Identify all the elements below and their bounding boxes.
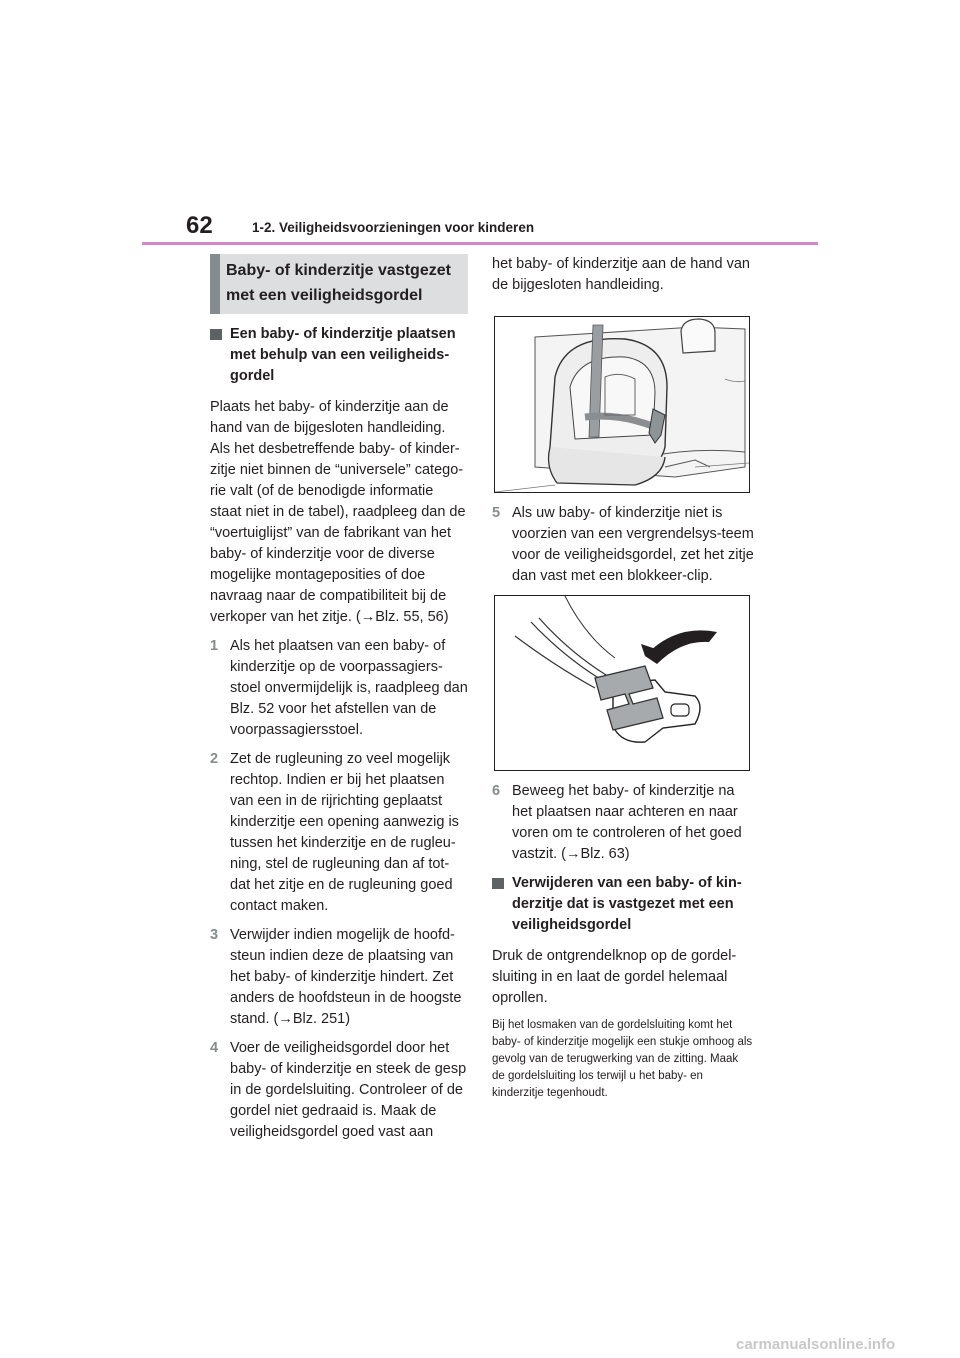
left-column — [210, 254, 468, 1151]
square-bullet-icon — [210, 329, 222, 340]
step-number: 6 — [492, 783, 501, 799]
subheading-remove-text: Verwijderen van een baby- of kin-derzitje dat is vastgezet met een veiligheidsgordel — [512, 875, 742, 933]
intro-paragraph: Plaats het baby- of kinderzitje aan de hand van de bijgesloten handleiding. Als het desbetreffende baby- of kinder-zitje niet binnen de “universele” catego-rie valt (of de benodigde informatie staat niet in de tabel), raadpleeg dan de “voertuiglijst” van de fabrikant van het baby- of kinderzitje voor de diverse mogelijke montageposities of doe navraag naar de compatibiliteit bij de verkoper van het zitje. (→Blz. 55, 56) — [210, 399, 466, 625]
square-bullet-icon — [492, 878, 504, 889]
child-seat-icon — [495, 317, 749, 492]
right-column — [492, 254, 754, 1102]
step-text: Verwijder indien mogelijk de hoofd-steun indien deze de plaatsing van het baby- of kinderzitje hindert. Zet anders de hoofdsteun in de hoogste stand. (→Blz. 251) — [230, 927, 462, 1027]
subheading-install-text: Een baby- of kinderzitje plaatsen met behulp van een veiligheids-gordel — [230, 326, 456, 384]
step-3 — [210, 925, 468, 1030]
step-4 — [210, 1038, 468, 1143]
locking-clip-icon — [495, 596, 749, 770]
step-4-continuation: het baby- of kinderzitje aan de hand van de bijgesloten handleiding. — [492, 256, 750, 293]
note-paragraph: Bij het losmaken van de gordelsluiting komt het baby- of kinderzitje mogelijk een stukje omhoog als gevolg van de terugwerking van de zitting. Maak de gordelsluiting los terwijl u het baby- en kinderzitje tegenhoudt. — [492, 1019, 753, 1099]
step-text: Voer de veiligheidsgordel door het baby- of kinderzitje en steek de gesp in de gordelsluiting. Controleer of de gordel niet gedraaid is. Maak de veiligheidsgordel goed vast aan — [230, 1040, 467, 1140]
locking-clip-illustration — [494, 595, 750, 771]
subheading-install — [210, 324, 468, 387]
step-text: Zet de rugleuning zo veel mogelijk rechtop. Indien er bij het plaatsen van een in de rijrichting geplaatst kinderzitje een opening aanwezig is tussen het kinderzitje en de rugleu-ning, stel de rugleuning dan af tot-dat het zitje en de rugleuning goed contact maken. — [230, 751, 459, 914]
removal-paragraph: Druk de ontgrendelknop op de gordel-sluiting in en laat de gordel helemaal oprollen. — [492, 948, 737, 1006]
step-text: Beweeg het baby- of kinderzitje na het plaatsen naar achteren en naar voren om te controleren of het goed vastzit. (→Blz. 63) — [512, 783, 742, 862]
child-seat-belt-illustration — [494, 316, 750, 493]
step-2 — [210, 749, 468, 917]
step-6 — [492, 781, 754, 865]
step-text: Als uw baby- of kinderzitje niet is voorzien van een vergrendelsys-teem voor de veiligheidsgordel, zet het zitje dan vast met een blokkeer-clip. — [512, 505, 754, 584]
watermark: carmanualsonline.info — [736, 1336, 896, 1353]
page-number: 62 — [186, 212, 213, 239]
step-number: 4 — [210, 1040, 219, 1056]
section-title: 1-2. Veiligheidsvoorzieningen voor kinderen — [252, 220, 535, 235]
box-heading: Baby- of kinderzitje vastgezet met een veiligheidsgordel — [210, 254, 468, 314]
subheading-remove — [492, 873, 754, 936]
step-1 — [210, 636, 468, 741]
step-number: 1 — [210, 638, 219, 654]
header-rule — [142, 242, 818, 245]
step-text: Als het plaatsen van een baby- of kinderzitje op de voorpassagiers-stoel onvermijdelijk is, raadpleeg dan Blz. 52 voor het afstellen van de voorpassagiersstoel. — [230, 638, 468, 738]
step-number: 5 — [492, 505, 501, 521]
step-number: 3 — [210, 927, 219, 943]
step-number: 2 — [210, 751, 219, 767]
step-5 — [492, 503, 754, 587]
